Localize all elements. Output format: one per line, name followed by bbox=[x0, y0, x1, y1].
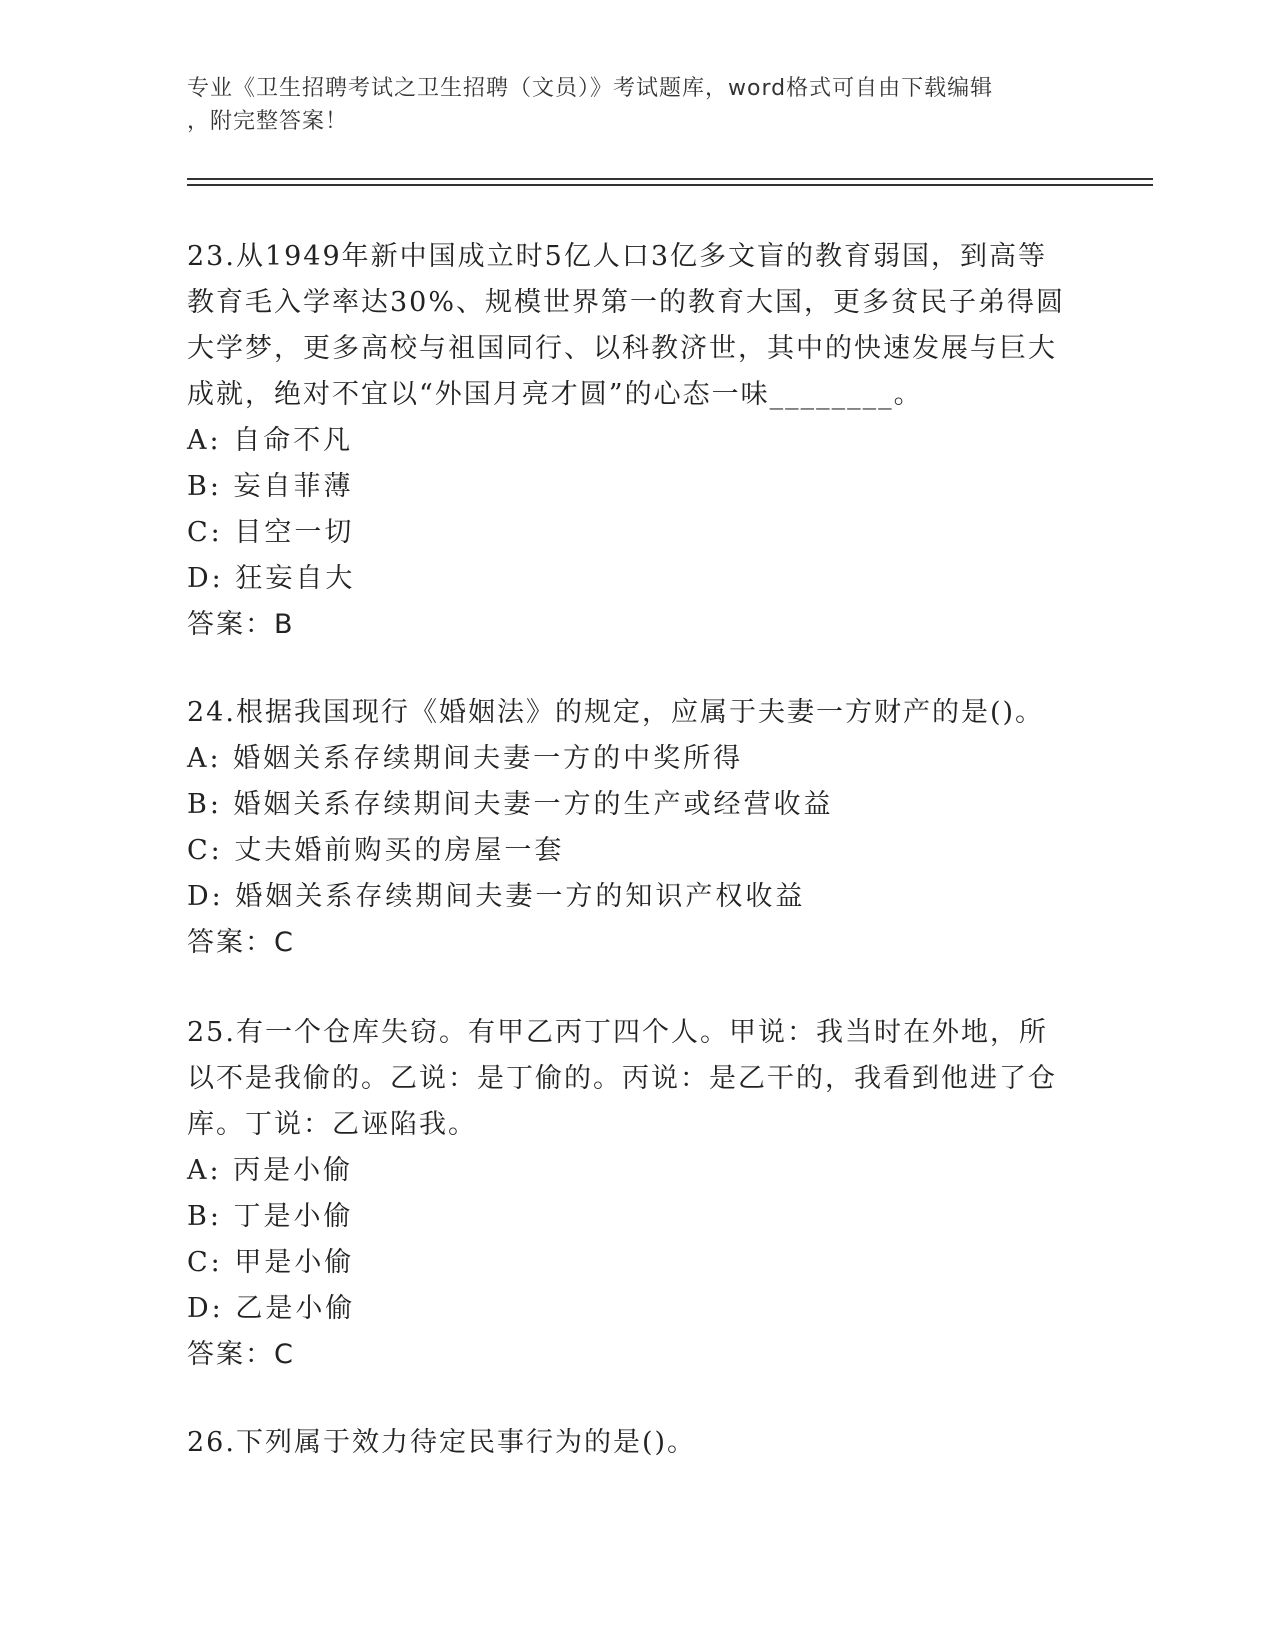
question-26 bbox=[187, 1420, 1067, 1466]
option-c: C: 丈夫婚前购买的房屋一套 bbox=[187, 835, 565, 866]
question-stem: 25.有一个仓库失窃。有甲乙丙丁四个人。甲说：我当时在外地，所以不是我偷的。乙说：是丁偷的。丙说：是乙干的，我看到他进了仓库。丁说：乙诬陷我。 bbox=[187, 1017, 1057, 1140]
option-a: A: 婚姻关系存续期间夫妻一方的中奖所得 bbox=[187, 743, 744, 774]
answer-line: 答案：B bbox=[187, 609, 295, 640]
question-24 bbox=[187, 690, 1067, 966]
document-header bbox=[187, 72, 1067, 138]
question-stem: 23.从1949年新中国成立时5亿人口3亿多文盲的教育弱国，到高等教育毛入学率达30%、规模世界第一的教育大国，更多贫民子弟得圆大学梦，更多高校与祖国同行、以科教济世，其中的快速发展与巨大成就，绝对不宜以“外国月亮才圆”的心态一味________。 bbox=[187, 241, 1066, 410]
option-d: D: 婚姻关系存续期间夫妻一方的知识产权收益 bbox=[187, 881, 806, 912]
option-c: C: 甲是小偷 bbox=[187, 1247, 355, 1278]
header-divider-top bbox=[187, 178, 1153, 180]
option-b: B: 婚姻关系存续期间夫妻一方的生产或经营收益 bbox=[187, 789, 834, 820]
answer-line: 答案：C bbox=[187, 927, 295, 958]
question-stem: 26.下列属于效力待定民事行为的是()。 bbox=[187, 1427, 697, 1458]
option-d: D: 狂妄自大 bbox=[187, 563, 356, 594]
question-25 bbox=[187, 1010, 1067, 1378]
option-b: B: 丁是小偷 bbox=[187, 1201, 354, 1232]
question-23 bbox=[187, 234, 1067, 648]
option-d: D: 乙是小偷 bbox=[187, 1293, 356, 1324]
question-stem: 24.根据我国现行《婚姻法》的规定，应属于夫妻一方财产的是()。 bbox=[187, 697, 1045, 728]
option-a: A: 自命不凡 bbox=[187, 425, 354, 456]
option-c: C: 目空一切 bbox=[187, 517, 355, 548]
option-b: B: 妄自菲薄 bbox=[187, 471, 354, 502]
header-line-1: 专业《卫生招聘考试之卫生招聘（文员）》考试题库，word格式可自由下载编辑 bbox=[187, 76, 994, 101]
header-divider-bottom bbox=[187, 184, 1153, 186]
answer-line: 答案：C bbox=[187, 1339, 295, 1370]
header-line-2: ，附完整答案！ bbox=[187, 109, 349, 134]
option-a: A: 丙是小偷 bbox=[187, 1155, 354, 1186]
